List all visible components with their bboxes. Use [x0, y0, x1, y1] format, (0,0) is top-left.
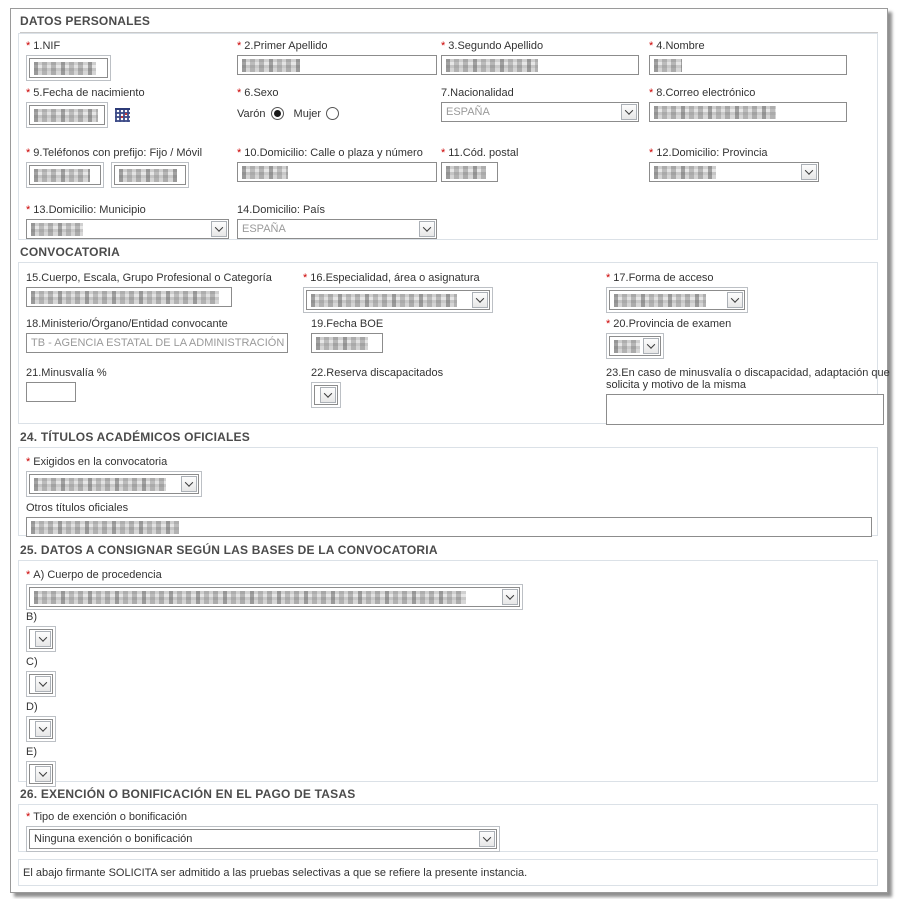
pais-label: 14.Domicilio: País: [237, 204, 326, 216]
correo-input[interactable]: [649, 102, 847, 122]
ministerio-value: TB - AGENCIA ESTATAL DE LA ADMINISTRACIÓN: [31, 337, 285, 349]
nacionalidad-select[interactable]: [441, 102, 639, 122]
field-provincia: [649, 147, 819, 182]
field-correo: [649, 87, 847, 122]
opcion-d-label: D): [26, 701, 38, 713]
field-cuerpo-procedencia: [26, 569, 523, 610]
chevron-down-icon: [320, 387, 336, 403]
field-provincia-examen: [606, 318, 731, 359]
fecha-nacimiento-input[interactable]: [29, 105, 105, 125]
sexo-varon-radio[interactable]: [271, 107, 284, 120]
cod-postal-label: * 11.Cód. postal: [441, 147, 519, 159]
exigidos-label: * Exigidos en la convocatoria: [26, 456, 168, 468]
domicilio-calle-input[interactable]: [237, 162, 437, 182]
provincia-examen-label: * 20.Provincia de examen: [606, 318, 732, 330]
reserva-wrap: [311, 382, 341, 408]
pais-select[interactable]: [237, 219, 437, 239]
exencion-tipo-select[interactable]: Ninguna exención o bonificación: [29, 829, 497, 849]
redacted-value: [34, 62, 96, 75]
redacted-value: [34, 478, 166, 491]
opcion-e-select[interactable]: [29, 764, 53, 784]
telefono-fijo-input[interactable]: [29, 165, 101, 185]
redacted-value: [34, 109, 98, 122]
panel-exencion: [18, 804, 878, 852]
fecha-boe-input[interactable]: [311, 333, 383, 353]
chevron-down-icon: [643, 338, 659, 354]
nacionalidad-label: 7.Nacionalidad: [441, 87, 514, 99]
primer-apellido-label: * 2.Primer Apellido: [237, 40, 328, 52]
otros-titulos-label: Otros títulos oficiales: [26, 502, 129, 514]
field-pais: [237, 204, 437, 239]
field-ministerio: [26, 318, 288, 353]
opcion-c-select[interactable]: [29, 674, 53, 694]
fecha-nacimiento-label: * 5.Fecha de nacimiento: [26, 87, 145, 99]
redacted-value: [311, 294, 457, 307]
redacted-value: [31, 223, 83, 236]
exencion-tipo-wrap: [26, 826, 500, 852]
cuerpo-procedencia-select[interactable]: [29, 587, 520, 607]
especialidad-wrap: [303, 287, 493, 313]
required-marker: *: [649, 87, 654, 99]
cuerpo-input[interactable]: [26, 287, 232, 307]
field-exigidos: [26, 456, 202, 497]
minusvalia-label: 21.Minusvalía %: [26, 367, 107, 379]
redacted-value: [31, 291, 219, 304]
field-opcion-c: [26, 656, 56, 697]
redacted-value: [31, 521, 179, 534]
field-municipio: [26, 204, 229, 239]
required-marker: *: [26, 204, 31, 216]
field-opcion-b: [26, 611, 56, 652]
field-segundo-apellido: [441, 40, 639, 75]
footer-text: El abajo firmante SOLICITA ser admitido a las pruebas selectivas a que se refiere la presente instancia.: [23, 866, 528, 879]
redacted-value: [316, 337, 368, 350]
otros-titulos-input[interactable]: [26, 517, 872, 537]
section-title-consignar: 25. DATOS A CONSIGNAR SEGÚN LAS BASES DE LA CONVOCATORIA: [20, 543, 878, 562]
field-opcion-d: [26, 701, 56, 742]
minusvalia-input[interactable]: [26, 382, 76, 402]
required-marker: *: [606, 318, 611, 330]
domicilio-calle-label: * 10.Domicilio: Calle o plaza y número: [237, 147, 423, 159]
calendar-icon[interactable]: [115, 108, 130, 122]
field-telefonos: [26, 147, 202, 188]
opcion-e-wrap: [26, 761, 56, 787]
required-marker: *: [649, 40, 654, 52]
primer-apellido-input[interactable]: [237, 55, 437, 75]
provincia-examen-wrap: [606, 333, 664, 359]
required-marker: *: [26, 40, 31, 52]
exigidos-wrap: [26, 471, 202, 497]
chevron-down-icon: [479, 831, 495, 847]
opcion-c-label: C): [26, 656, 38, 668]
adaptacion-label: 23.En caso de minusvalía o discapacidad, adaptación que solicita y motivo de la misma: [606, 367, 890, 391]
opcion-d-wrap: [26, 716, 56, 742]
required-marker: *: [237, 40, 242, 52]
reserva-label: 22.Reserva discapacitados: [311, 367, 444, 379]
sexo-mujer-label: Mujer: [293, 107, 322, 120]
redacted-value: [119, 169, 177, 182]
chevron-down-icon: [502, 589, 518, 605]
chevron-down-icon: [621, 104, 637, 120]
opcion-e-label: E): [26, 746, 37, 758]
chevron-down-icon: [35, 676, 51, 692]
sexo-mujer-radio[interactable]: [326, 107, 339, 120]
field-cod-postal: [441, 147, 518, 182]
opcion-b-select[interactable]: [29, 629, 53, 649]
nif-label: * 1.NIF: [26, 40, 61, 52]
field-nombre: [649, 40, 847, 75]
redacted-value: [446, 59, 538, 72]
chevron-down-icon: [35, 721, 51, 737]
sexo-varon-label: Varón: [237, 107, 266, 120]
redacted-value: [34, 169, 90, 182]
chevron-down-icon: [727, 292, 743, 308]
panel-convocatoria: [18, 262, 890, 424]
opcion-b-label: B): [26, 611, 37, 623]
field-cuerpo: [26, 272, 272, 307]
redacted-value: [654, 106, 776, 119]
fecha-boe-label: 19.Fecha BOE: [311, 318, 384, 330]
telefono-movil-input[interactable]: [114, 165, 186, 185]
required-marker: *: [26, 811, 31, 823]
cod-postal-input[interactable]: [441, 162, 498, 182]
chevron-down-icon: [419, 221, 435, 237]
fecha-input-wrap: [26, 102, 108, 128]
forma-acceso-select[interactable]: [609, 290, 745, 310]
panel-datos-personales: [18, 33, 878, 240]
field-adaptacion: [606, 367, 890, 425]
especialidad-label: * 16.Especialidad, área o asignatura: [303, 272, 480, 284]
panel-titulos: [18, 447, 878, 536]
cuerpo-procedencia-label: * A) Cuerpo de procedencia: [26, 569, 162, 581]
correo-label: * 8.Correo electrónico: [649, 87, 756, 99]
field-minusvalia: [26, 367, 107, 402]
segundo-apellido-label: * 3.Segundo Apellido: [441, 40, 544, 52]
required-marker: *: [441, 147, 446, 159]
ministerio-label: 18.Ministerio/Órgano/Entidad convocante: [26, 318, 228, 330]
section-title-titulos: 24. TÍTULOS ACADÉMICOS OFICIALES: [20, 430, 878, 449]
chevron-down-icon: [472, 292, 488, 308]
required-marker: *: [237, 147, 242, 159]
forma-acceso-label: * 17.Forma de acceso: [606, 272, 714, 284]
redacted-value: [614, 294, 706, 307]
field-exencion-tipo: [26, 811, 500, 852]
chevron-down-icon: [35, 631, 51, 647]
nif-input[interactable]: [29, 58, 108, 78]
telefonos-label: * 9.Teléfonos con prefijo: Fijo / Móvil: [26, 147, 203, 159]
chevron-down-icon: [35, 766, 51, 782]
field-domicilio-calle: [237, 147, 437, 182]
section-title-datos-personales: DATOS PERSONALES: [20, 14, 878, 33]
redacted-value: [242, 166, 288, 179]
chevron-down-icon: [181, 476, 197, 492]
required-marker: *: [606, 272, 611, 284]
segundo-apellido-input[interactable]: [441, 55, 639, 75]
field-fecha-boe: [311, 318, 383, 353]
redacted-value: [654, 59, 682, 72]
field-nacionalidad: [441, 87, 639, 122]
required-marker: *: [26, 87, 31, 99]
field-sexo: [237, 87, 349, 120]
field-opcion-e: [26, 746, 56, 787]
exencion-tipo-label: * Tipo de exención o bonificación: [26, 811, 187, 823]
exigidos-select[interactable]: [29, 474, 199, 494]
field-primer-apellido: [237, 40, 437, 75]
required-marker: *: [649, 147, 654, 159]
cuerpo-procedencia-wrap: [26, 584, 523, 610]
redacted-value: [654, 166, 716, 179]
form-frame: [10, 8, 888, 893]
opcion-c-wrap: [26, 671, 56, 697]
redacted-value: [34, 591, 466, 604]
cuerpo-label: 15.Cuerpo, Escala, Grupo Profesional o Categoría: [26, 272, 272, 284]
provincia-select[interactable]: [649, 162, 819, 182]
provincia-examen-select[interactable]: [609, 336, 661, 356]
telefono-movil-wrap: [111, 162, 189, 188]
field-reserva: [311, 367, 443, 408]
nombre-input[interactable]: [649, 55, 847, 75]
ministerio-input[interactable]: [26, 333, 288, 353]
redacted-value: [446, 166, 486, 179]
sexo-radio-group: [237, 107, 349, 120]
chevron-down-icon: [801, 164, 817, 180]
forma-acceso-wrap: [606, 287, 748, 313]
pais-value: ESPAÑA: [242, 223, 286, 235]
especialidad-select[interactable]: [306, 290, 490, 310]
field-especialidad: [303, 272, 493, 313]
panel-consignar: [18, 560, 878, 782]
municipio-select[interactable]: [26, 219, 229, 239]
required-marker: *: [26, 569, 31, 581]
adaptacion-textarea[interactable]: [606, 394, 884, 425]
sexo-label: * 6.Sexo: [237, 87, 279, 99]
footer-statement: [18, 859, 878, 886]
required-marker: *: [26, 147, 31, 159]
nombre-label: * 4.Nombre: [649, 40, 705, 52]
required-marker: *: [26, 456, 31, 468]
field-nif: [26, 40, 111, 81]
nacionalidad-value: ESPAÑA: [446, 106, 490, 118]
telefono-fijo-wrap: [26, 162, 104, 188]
municipio-label: * 13.Domicilio: Municipio: [26, 204, 146, 216]
reserva-select[interactable]: [314, 385, 338, 405]
nif-input-wrap: [26, 55, 111, 81]
redacted-value: [614, 340, 640, 353]
redacted-value: [242, 59, 300, 72]
required-marker: *: [237, 87, 242, 99]
field-otros-titulos: [26, 502, 872, 537]
section-title-convocatoria: CONVOCATORIA: [20, 245, 878, 264]
provincia-label: * 12.Domicilio: Provincia: [649, 147, 768, 159]
field-fecha-nacimiento: [26, 87, 145, 128]
required-marker: *: [303, 272, 308, 284]
section-title-exencion: 26. EXENCIÓN O BONIFICACIÓN EN EL PAGO DE TASAS: [20, 787, 878, 806]
chevron-down-icon: [211, 221, 227, 237]
field-forma-acceso: [606, 272, 748, 313]
opcion-b-wrap: [26, 626, 56, 652]
opcion-d-select[interactable]: [29, 719, 53, 739]
required-marker: *: [441, 40, 446, 52]
